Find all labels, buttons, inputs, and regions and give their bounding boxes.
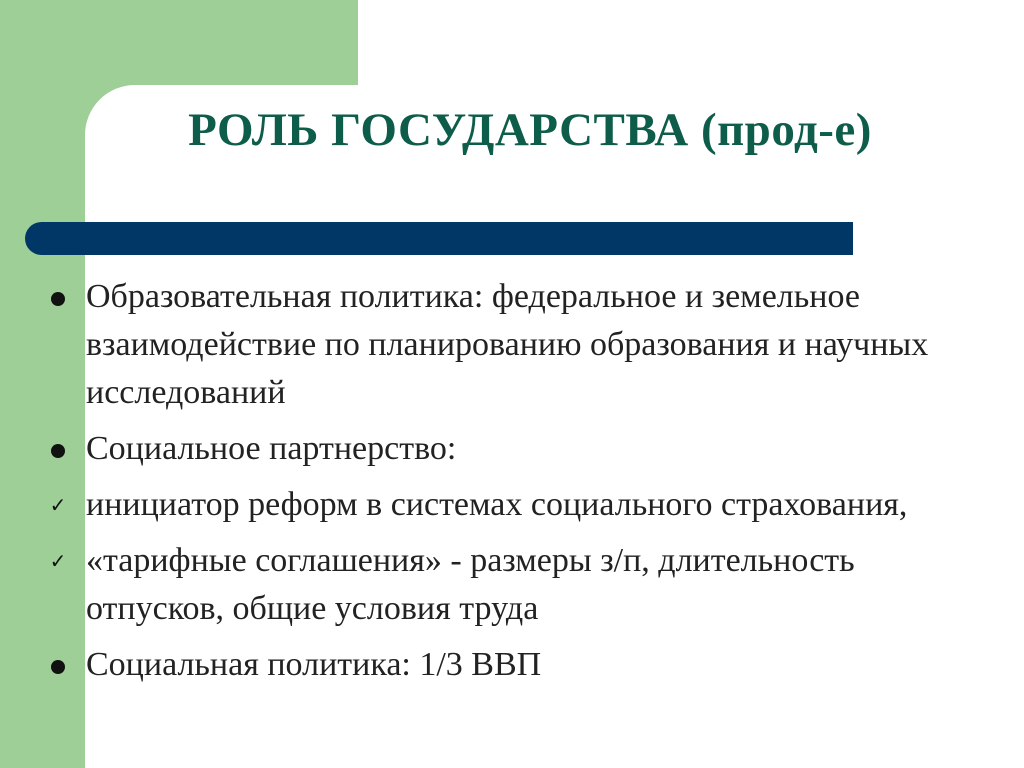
list-item-text: Социальная политика: 1/3 ВВП bbox=[86, 646, 542, 683]
list-item bbox=[0, 425, 1024, 473]
bullet-icon bbox=[47, 641, 69, 689]
list-item-text: инициатор реформ в системах социального страхования, bbox=[86, 486, 908, 523]
list-item bbox=[0, 641, 1024, 689]
slide-title: РОЛЬ ГОСУДАРСТВА (прод-е) bbox=[188, 104, 872, 156]
list-item-text: Социальное партнерство: bbox=[86, 430, 457, 467]
bullet-icon bbox=[47, 273, 69, 321]
list-item bbox=[0, 537, 1024, 633]
list-item-text: «тарифные соглашения» - размеры з/п, длительность отпусков, общие условия труда bbox=[86, 542, 855, 627]
green-top-block bbox=[0, 0, 358, 85]
checkmark-icon: ✓ bbox=[49, 493, 67, 517]
checkmark-icon: ✓ bbox=[49, 549, 67, 573]
bullet-icon bbox=[47, 425, 69, 473]
list-item-text: Образовательная политика: федеральное и земельное взаимодействие по планированию образования и научных исследований bbox=[86, 278, 929, 411]
list-item bbox=[0, 273, 1024, 417]
bullet-list bbox=[0, 273, 1024, 697]
title-underline-bar bbox=[25, 222, 853, 255]
list-item bbox=[0, 481, 1024, 529]
